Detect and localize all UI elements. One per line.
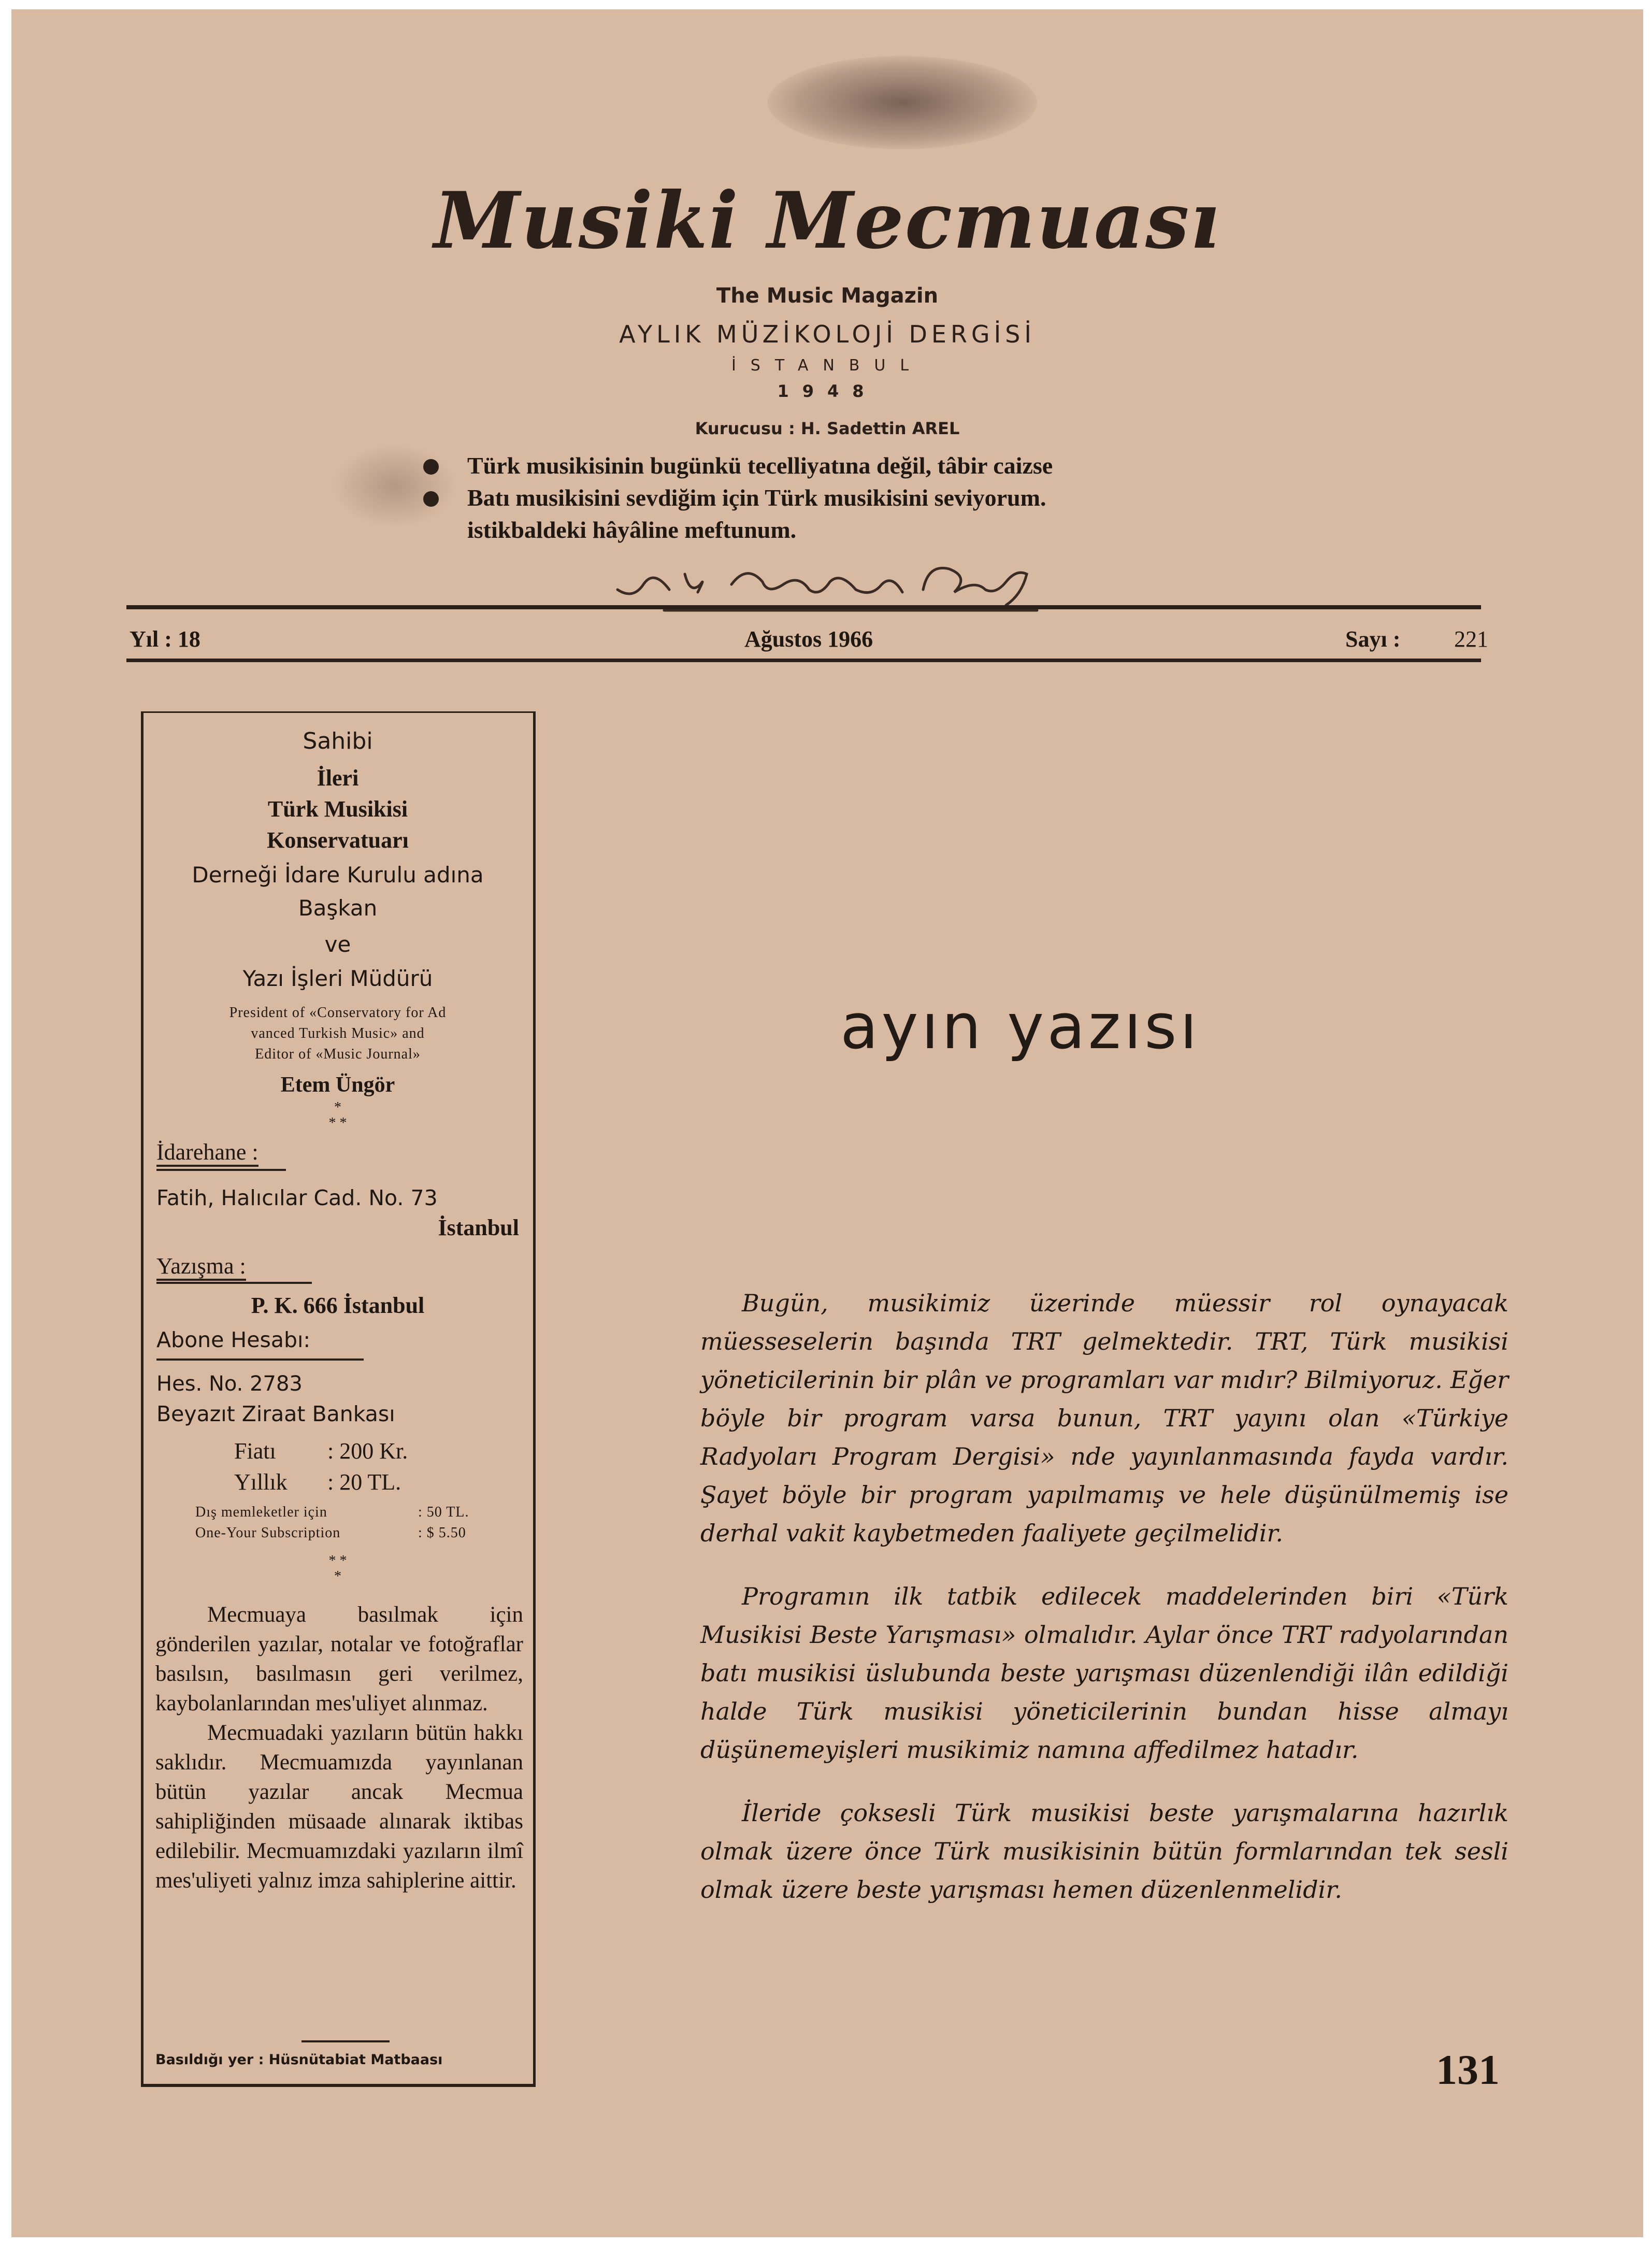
- article-paragraph: Bugün, musikimiz üzerinde müessir rol oynayacak müesseselerin başında TRT gelmektedir. TRT, Türk musikisi yöneticilerinin bir plân ve programları var mıdır? Bilmiyoruz. Eğer böyle bir program varsa bunun, TRT yayını olan «Türkiye Radyoları Program Dergisi» nde yayınlanmasında fayda vardır. Şayet böyle bir program yapılmamış ve hele düşünülmemiş ise derhal vakit kaybetmeden faaliyete geçilmelidir.: [700, 1289, 1509, 1547]
- divider: [156, 1169, 286, 1171]
- role-editor: Yazı İşleri Müdürü: [242, 966, 433, 991]
- subtitle-english: The Music Magazin: [716, 284, 939, 308]
- english-role-line: Editor of «Music Journal»: [255, 1046, 421, 1062]
- subscription-label: One-Your Subscription: [195, 1525, 341, 1541]
- issue-year: Yıl : 18: [130, 626, 200, 652]
- motto-line: Batı musikisini sevdiğim için Türk musikisini seviyorum.: [467, 484, 1046, 511]
- yearly-label: Yıllık: [234, 1469, 288, 1495]
- organization-line: Konservatuarı: [267, 827, 409, 853]
- notice-paragraph: Mecmuadaki yazıların bütün hakkı saklıdır. Mecmuamızda yayınlanan bütün yazılar ancak Mecmua sahipliğinden müsaade alınarak iktibas edilebilir. Mecmuamızdaki yazıların ilmî mes'uliyeti yalnız imza sahiplerine aittir.: [155, 1721, 523, 1893]
- role-president: Başkan: [298, 895, 378, 921]
- section-title: ayın yazısı: [840, 991, 1200, 1063]
- bullet-icon: [423, 459, 439, 475]
- article-paragraph: Programın ilk tatbik edilecek maddelerinden biri «Türk Musikisi Beste Yarışması» olmalıdır. Aylar önce TRT radyolarından batı musikisi üslubunda beste yarışması düzenlendiği ilân edildiği halde Türk musikisi yöneticilerinin bundan hisse almayı düşünemeyişleri musikimiz namına affedilmez hatadır.: [700, 1582, 1509, 1764]
- bullet-icon: [423, 491, 439, 507]
- notice-paragraph: Mecmuaya basılmak için gönderilen yazılar, notalar ve fotoğraflar basılsın, basılmasın geri verilmez, kaybolanlarından mes'uliyet alınmaz.: [155, 1603, 523, 1715]
- role-and: ve: [324, 932, 351, 957]
- asterism-icon: * * *: [328, 1099, 347, 1131]
- page-number: 131: [1436, 2046, 1500, 2093]
- yearly-value: : 20 TL.: [327, 1469, 401, 1495]
- office-address: Fatih, Halıcılar Cad. No. 73: [156, 1185, 438, 1210]
- editorial-article: [700, 1284, 1509, 1934]
- account-number: Hes. No. 2783: [156, 1372, 303, 1396]
- issue-month: Ağustos 1966: [744, 626, 873, 652]
- organization-line: Türk Musikisi: [267, 796, 408, 822]
- founding-year: 1948: [777, 381, 878, 401]
- magazine-masthead: Musiki Mecmuası: [434, 175, 1221, 266]
- founder-line: Kurucusu : H. Sadettin AREL: [695, 419, 960, 438]
- asterism-icon: * * *: [328, 1553, 347, 1584]
- bottom-rule: [126, 659, 1481, 662]
- abroad-label: Dış memleketler için: [195, 1504, 327, 1520]
- submission-notice: [155, 1600, 523, 1895]
- editor-name: Etem Üngör: [280, 1073, 395, 1097]
- abroad-value: : 50 TL.: [418, 1504, 469, 1520]
- mail-label: Yazışma :: [156, 1252, 246, 1281]
- board-line: Derneği İdare Kurulu adına: [192, 862, 484, 888]
- price-label: Fiatı: [234, 1438, 276, 1464]
- account-bank: Beyazıt Ziraat Bankası: [156, 1402, 395, 1426]
- account-label: Abone Hesabı:: [156, 1327, 311, 1352]
- motto-line: Türk musikisinin bugünkü tecelliyatına değil, tâbir caizse: [467, 452, 1053, 479]
- divider: [156, 1359, 364, 1361]
- office-city: İstanbul: [438, 1215, 519, 1240]
- organization-line: İleri: [317, 765, 359, 791]
- price-value: : 200 Kr.: [327, 1438, 408, 1464]
- motto-line: istikbaldeki hâyâline meftunum.: [467, 517, 797, 543]
- ink-stain: [768, 56, 1037, 149]
- divider: [301, 2040, 390, 2042]
- divider: [156, 1282, 312, 1284]
- subtitle-turkish: AYLIK MÜZİKOLOJİ DERGİSİ: [619, 320, 1036, 348]
- issue-number-label: Sayı :: [1345, 626, 1401, 652]
- mail-address: P. K. 666 İstanbul: [251, 1293, 425, 1318]
- office-label: İdarehane :: [156, 1138, 258, 1167]
- subscription-value: : $ 5.50: [418, 1525, 466, 1541]
- printer-line: Basıldığı yer : Hüsnütabiat Matbaası: [155, 2052, 443, 2068]
- magazine-page: [11, 9, 1643, 2237]
- english-role-line: vanced Turkish Music» and: [251, 1025, 425, 1041]
- article-paragraph: İleride çoksesli Türk musikisi beste yarışmalarına hazırlık olmak üzere önce Türk musikisinin bütün formlarından tek sesli olmak üzere beste yarışması hemen düzenlenmelidir.: [700, 1799, 1509, 1904]
- top-rule: [126, 605, 1481, 609]
- founder-motto: [467, 450, 1296, 546]
- owner-label: Sahibi: [303, 728, 373, 754]
- publication-city: İSTANBUL: [731, 356, 924, 375]
- english-role-line: President of «Conservatory for Ad: [229, 1005, 447, 1021]
- smudge: [333, 445, 457, 527]
- issue-number: 221: [1454, 626, 1488, 652]
